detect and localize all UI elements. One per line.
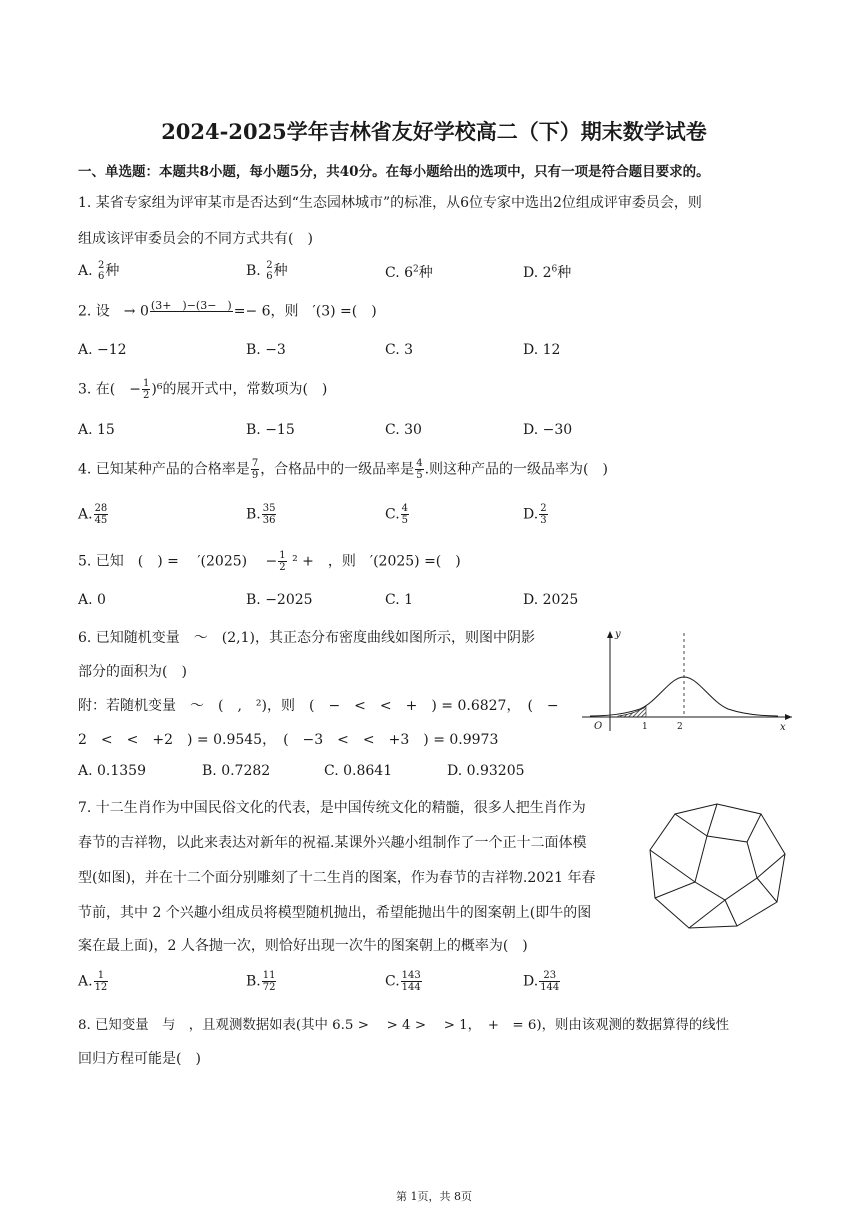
- question-1-line-1: 1. 某省专家组为评审某市是否达到“生态园林城市”的标准，从6位专家中选出2位组成评审委员会，则: [78, 195, 702, 211]
- question-2-stem: 2. 设 → 0 (3+ )−(3− ) =− 6，则 ′(3) =( ): [78, 299, 377, 320]
- question-5-option-c: C. 1: [385, 592, 414, 608]
- question-7-option-a: A. $\frac{1}{12}$: [78, 970, 108, 993]
- question-6-line-1: 6. 已知随机变量 ～ (2,1)，其正态分布密度曲线如图所示，则图中阴影: [78, 630, 535, 646]
- question-6-option-d: D. 0.93205: [447, 763, 525, 779]
- question-2-option-c: C. 3: [385, 342, 414, 358]
- question-7-line-3: 型(如图)，并在十二个面分别雕刻了十二生肖的图案，作为春节的吉祥物.2021 年春: [78, 870, 596, 886]
- question-6-line-4: 2 < < +2 ) = 0.9545， ( −3 < < +3 ) = 0.9973: [78, 732, 499, 748]
- question-2-option-a: A. −12: [78, 342, 127, 358]
- question-1-option-d: D. $2^6$种: [523, 264, 572, 281]
- question-5-option-d: D. 2025: [523, 592, 579, 608]
- question-7-option-d: D. $\frac{23}{144}$: [523, 970, 560, 993]
- question-3-stem: 3. 在( − $\frac{1}{2}$ )⁶的展开式中，常数项为( ): [78, 378, 328, 401]
- question-5-option-a: A. 0: [78, 592, 106, 608]
- graph-tick-1: 1: [642, 722, 648, 732]
- question-6-line-3: 附：若随机变量 ～ ( , ²)，则 ( − < < + ) = 0.6827， ( −: [78, 698, 559, 714]
- question-6-option-a: A. 0.1359: [78, 763, 146, 779]
- graph-y-label: y: [615, 629, 621, 640]
- question-1-option-b: B. 2 6 种: [246, 260, 288, 282]
- question-2-option-b: B. −3: [246, 342, 286, 358]
- page-title: 2024-2025学年吉林省友好学校高二（下）期末数学试卷: [161, 119, 707, 144]
- question-4-option-b: B. $\frac{35}{36}$: [246, 503, 276, 526]
- question-7-line-4: 节前，其中 2 个兴趣小组成员将模型随机抛出，希望能抛出牛的图案朝上(即牛的图: [78, 905, 592, 921]
- question-6-option-c: C. 0.8641: [324, 763, 393, 779]
- question-7-line-1: 7. 十二生肖作为中国民俗文化的代表，是中国传统文化的精髓，很多人把生肖作为: [78, 800, 586, 816]
- question-4-option-d: D. $\frac{2}{3}$: [523, 503, 547, 526]
- question-7-line-5: 案在最上面)，2 人各抛一次，则恰好出现一次牛的图案朝上的概率为( ): [78, 938, 528, 954]
- graph-origin-label: O: [594, 721, 603, 732]
- question-5-stem: 5. 已知 ( ) = ′(2025) − $\frac{1}{2}$ ² + ，则 ′(2025) =( ): [78, 550, 461, 573]
- page-footer: 第 1页，共 8页: [396, 1190, 472, 1203]
- question-7-line-2: 春节的吉祥物，以此来表达对新年的祝福.某课外兴趣小组制作了一个正十二面体模: [78, 835, 587, 851]
- question-1-line-2: 组成该评审委员会的不同方式共有( ): [78, 231, 313, 247]
- question-6-option-b: B. 0.7282: [202, 763, 271, 779]
- question-8-line-2: 回归方程可能是( ): [78, 1051, 201, 1067]
- x-axis-arrow: [785, 714, 792, 720]
- question-7-option-c: C. $\frac{143}{144}$: [385, 970, 421, 993]
- question-3-option-d: D. −30: [523, 422, 573, 438]
- question-3-option-c: C. 30: [385, 422, 422, 438]
- question-4-stem: 4. 已知某种产品的合格率是 $\frac{7}{9}$ ，合格品中的一级品率是 $\frac{4}{5}$ .则这种产品的一级品率为( ): [78, 458, 608, 481]
- graph-tick-2: 2: [677, 722, 683, 732]
- dodecahedron-figure: [645, 798, 790, 933]
- question-4-option-a: A. $\frac{28}{45}$: [78, 503, 108, 526]
- question-3-option-b: B. −15: [246, 422, 295, 438]
- question-7-option-b: B. $\frac{11}{72}$: [246, 970, 276, 993]
- question-6-line-2: 部分的面积为( ): [78, 664, 187, 680]
- question-5-option-b: B. −2025: [246, 592, 313, 608]
- normal-distribution-graph: [580, 625, 795, 735]
- question-4-option-c: C. $\frac{4}{5}$: [385, 503, 409, 526]
- question-2-option-d: D. 12: [523, 342, 561, 358]
- question-1-option-c: C. $6^2$种: [385, 264, 433, 281]
- y-axis-arrow: [607, 631, 613, 638]
- question-3-option-a: A. 15: [78, 422, 115, 438]
- question-1-option-a: A. 2 6 种: [78, 260, 120, 282]
- graph-x-label: x: [780, 722, 786, 733]
- section-heading: 一、单选题：本题共8小题，每小题5分，共40分。在每小题给出的选项中，只有一项是符合题目要求的。: [78, 164, 710, 180]
- question-8-line-1: 8. 已知变量 与 ，且观测数据如表(其中 6.5 > > 4 > > 1， + = 6)，则由该观测的数据算得的线性: [78, 1018, 730, 1033]
